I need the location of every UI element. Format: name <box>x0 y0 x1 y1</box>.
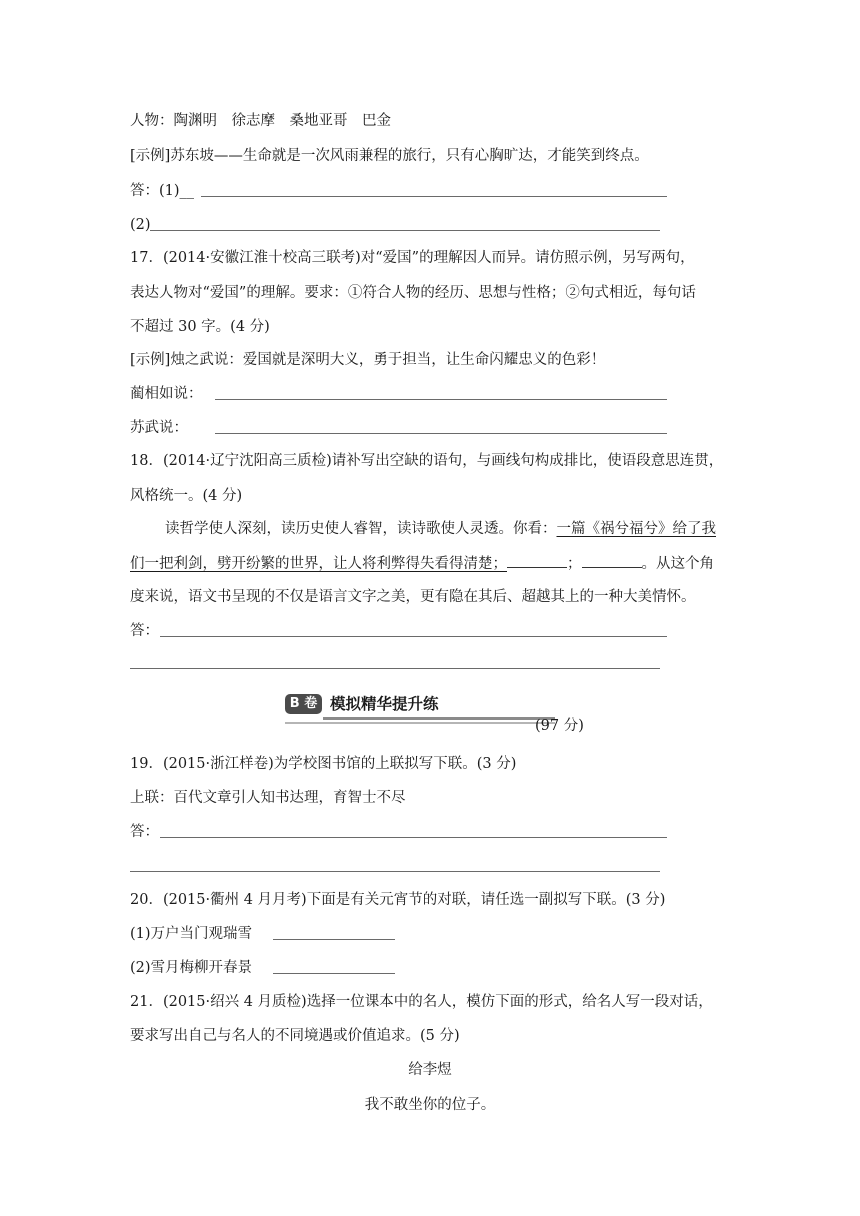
q18-separator: ； <box>567 556 582 572</box>
section-b-badge: B 卷 <box>285 694 322 714</box>
q21-stem-line-1: 21．(2015·绍兴 4 月质检)选择一位课本中的名人，模仿下面的形式，给名人写一段对话， <box>130 994 713 1010</box>
q18-underlined-sentence-start: 一篇《祸兮福兮》给了我 <box>556 521 716 537</box>
q18-passage-tail: 。从这个角 <box>641 556 714 572</box>
q18-answer-line-2[interactable] <box>130 668 660 669</box>
q16-answer-1-label: 答：(1)__ <box>130 183 195 199</box>
q17-stem-line-1: 17．(2014·安徽江淮十校高三联考)对“爱国”的理解因人而异。请仿照示例，另写两句， <box>130 250 695 266</box>
q21-poem-title: 给李煜 <box>408 1062 452 1078</box>
section-b-title: 模拟精华提升练 <box>330 695 439 713</box>
q21-poem-line-1: 我不敢坐你的位子。 <box>364 1097 496 1113</box>
q18-underlined-sentence-end: 们一把利剑，劈开纷繁的世界，让人将利弊得失看得清楚； <box>130 556 507 572</box>
q20-item-2: (2)雪月梅柳开春景 <box>130 960 253 976</box>
q17-label-lin-xiangru: 蔺相如说： <box>130 386 203 402</box>
q17-label-su-wu: 苏武说： <box>130 420 188 436</box>
q21-stem-line-2: 要求写出自己与名人的不同境遇或价值追求。(5 分) <box>130 1028 460 1044</box>
q17-answer-line-1[interactable] <box>215 399 667 400</box>
q18-blank-2[interactable] <box>582 553 642 568</box>
q16-people-list: 人物：陶渊明 徐志摩 桑地亚哥 巴金 <box>130 113 391 129</box>
q18-answer-label: 答： <box>130 623 159 639</box>
q20-item-1: (1)万户当门观瑞雪 <box>130 926 253 942</box>
banner-rule-top <box>323 717 555 720</box>
q18-passage-line-3: 度来说，语文书呈现的不仅是语言文字之美，更有隐在其后、超越其上的一种大美情怀。 <box>130 589 696 605</box>
q18-passage-line-2 <box>130 553 714 574</box>
q20-stem: 20．(2015·衢州 4 月月考)下面是有关元宵节的对联，请任选一副拟写下联。(3 分) <box>130 892 666 908</box>
q18-stem-line-2: 风格统一。(4 分) <box>130 488 243 504</box>
q18-passage-line-1 <box>165 519 716 539</box>
q17-stem-line-3: 不超过 30 字。(4 分) <box>130 319 270 335</box>
q19-answer-label: 答： <box>130 824 159 840</box>
q17-stem-line-2: 表达人物对“爱国”的理解。要求：①符合人物的经历、思想与性格；②句式相近，每句话 <box>130 285 696 301</box>
q18-passage-text: 读哲学使人深刻，读历史使人睿智，读诗歌使人灵透。你看： <box>165 521 557 537</box>
banner-rule-bottom <box>285 722 555 724</box>
q17-answer-line-2[interactable] <box>215 433 667 434</box>
q16-answer-1-line[interactable] <box>201 196 667 197</box>
q20-answer-line-2[interactable] <box>273 973 395 974</box>
q19-answer-line-2[interactable] <box>130 871 660 872</box>
q19-answer-line-1[interactable] <box>160 837 667 838</box>
section-b-score: (97 分) <box>535 718 584 734</box>
q16-answer-2-label: (2) <box>130 217 151 233</box>
q19-stem: 19．(2015·浙江样卷)为学校图书馆的上联拟写下联。(3 分) <box>130 756 517 772</box>
q20-answer-line-1[interactable] <box>273 939 395 940</box>
q19-upper-couplet: 上联：百代文章引人知书达理，育智士不尽 <box>130 790 406 806</box>
q18-answer-line-1[interactable] <box>160 636 667 637</box>
q16-answer-2-line[interactable] <box>150 230 660 231</box>
q16-example: [示例]苏东坡——生命就是一次风雨兼程的旅行，只有心胸旷达，才能笑到终点。 <box>130 148 649 164</box>
q18-blank-1[interactable] <box>507 553 567 568</box>
q17-example: [示例]烛之武说：爱国就是深明大义，勇于担当，让生命闪耀忠义的色彩！ <box>130 352 606 368</box>
q18-stem-line-1: 18．(2014·辽宁沈阳高三质检)请补写出空缺的语句，与画线句构成排比，使语段意思连贯， <box>130 453 724 469</box>
